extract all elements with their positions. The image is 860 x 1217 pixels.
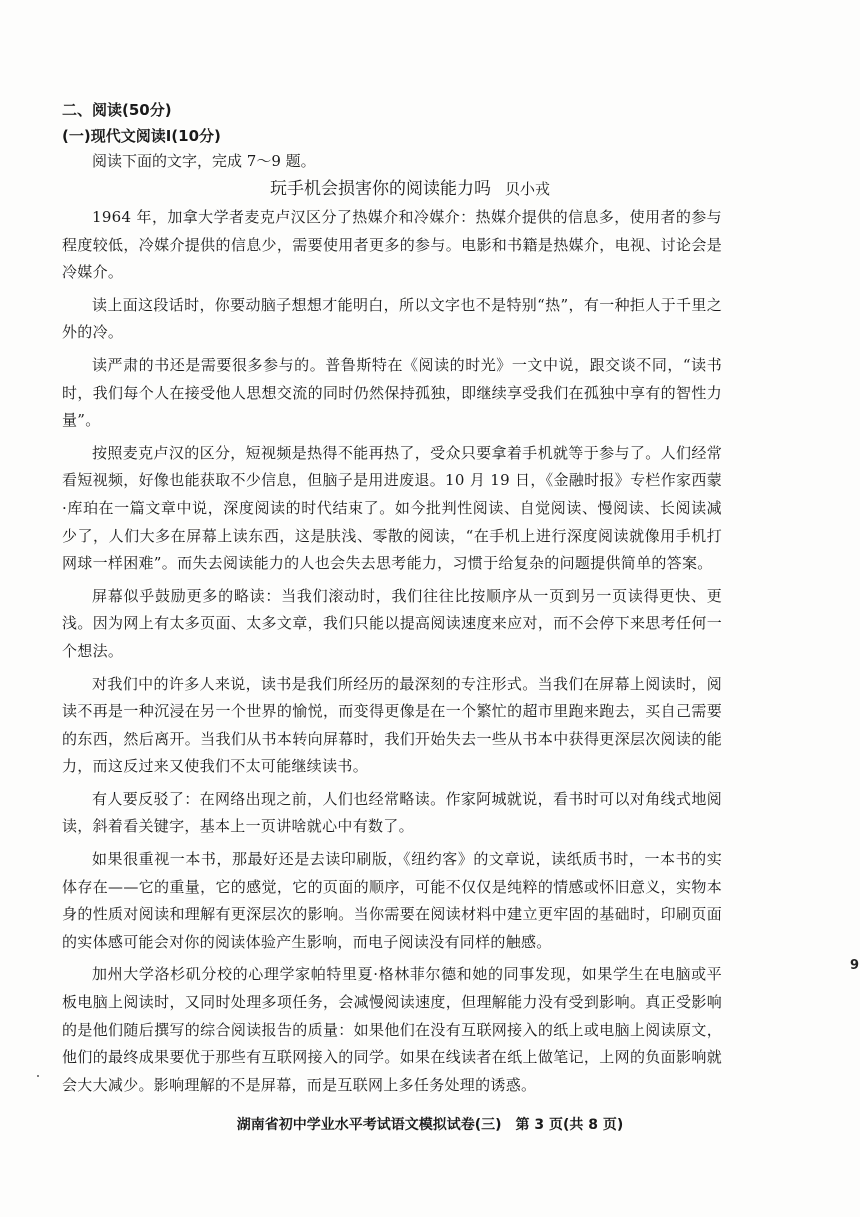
subsection-title: (一)现代文阅读Ⅰ(10分) [62,127,221,145]
article-paragraph: 按照麦克卢汉的区分，短视频是热得不能再热了，受众只要拿着手机就等于参与了。人们经常看短视频，好像也能获取不少信息，但脑子是用进废退。10 月 19 日，《金融时报》专栏作家西蒙·库珀在一篇文章中说，深度阅读的时代结束了。如今批判性阅读、自觉阅读、慢阅读、长阅读减少了，人们大多在屏幕上读东西，这是肤浅、零散的阅读，“在手机上进行深度阅读就像用手机打网球一样困难”。而失去阅读能力的人也会失去思考能力，习惯于给复杂的问题提供简单的答案。 [62,443,722,573]
article-title: 玩手机会损害你的阅读能力吗 [269,179,491,199]
article-paragraph: 1964 年，加拿大学者麦克卢汉区分了热媒介和冷媒介：热媒介提供的信息多，使用者的参与程度较低，冷媒介提供的信息少，需要使用者更多的参与。电影和书籍是热媒介，电视、讨论会是冷媒介。 [62,208,722,282]
article-paragraph: 屏幕似乎鼓励更多的略读：当我们滚动时，我们往往比按顺序从一页到另一页读得更快、更浅。因为网上有太多页面、太多文章，我们只能以提高阅读速度来应对，而不会停下来思考任何一个想法。 [62,586,722,660]
article-paragraph: 读上面这段话时，你要动脑子想想才能明白，所以文字也不是特别“热”，有一种拒人于千里之外的冷。 [62,295,722,342]
article-author: 贝小戎 [504,180,550,198]
scan-speck [37,1075,39,1077]
article-paragraph: 如果很重视一本书，那最好还是去读印刷版，《纽约客》的文章说，读纸质书时，一本书的实体存在——它的重量，它的感觉，它的页面的顺序，可能不仅仅是纯粹的情感或怀旧意义，实物本身的性质对阅读和理解有更深层次的影响。当你需要在阅读材料中建立更牢固的基础时，印刷页面的实体感可能会对你的阅读体验产生影响，而电子阅读没有同样的触感。 [62,850,722,951]
article-paragraph: 加州大学洛杉矶分校的心理学家帕特里夏·格林菲尔德和她的同事发现，如果学生在电脑或平板电脑上阅读时，又同时处理多项任务，会减慢阅读速度，但理解能力没有受到影响。真正受影响的是他们随后撰写的综合阅读报告的质量：如果他们在没有互联网接入的纸上或电脑上阅读原文，他们的最终成果要优于那些有互联网接入的同学。如果在线读者在纸上做笔记，上网的负面影响就会大大减少。影响理解的不是屏幕，而是互联网上多任务处理的诱惑。 [62,965,722,1094]
page-edge-mark: 9 [850,958,860,973]
page-content [62,98,722,1104]
article-heading [62,174,722,204]
page-footer: 湖南省初中学业水平考试语文模拟试卷(三) 第 3 页(共 8 页) [236,1117,624,1133]
article-paragraph: 有人要反驳了：在网络出现之前，人们也经常略读。作家阿城就说，看书时可以对角线式地阅读，斜着看关键字，基本上一页讲啥就心中有数了。 [62,789,722,836]
article-paragraph: 读严肃的书还是需要很多参与的。普鲁斯特在《阅读的时光》一文中说，跟交谈不同，“读书时，我们每个人在接受他人思想交流的同时仍然保持孤独，即继续享受我们在孤独中享有的智性力量”。 [62,355,722,430]
article-paragraph: 对我们中的许多人来说，读书是我们所经历的最深刻的专注形式。当我们在屏幕上阅读时，阅读不再是一种沉浸在另一个世界的愉悦，而变得更像是在一个繁忙的超市里跑来跑去，买自己需要的东西，然后离开。当我们从书本转向屏幕时，我们开始失去一些从书本中获得更深层次阅读的能力，而这反过来又使我们不太可能继续读书。 [62,674,722,776]
section-title: 二、阅读(50分) [62,101,172,119]
reading-instruction: 阅读下面的文字，完成 7～9 题。 [92,152,316,170]
